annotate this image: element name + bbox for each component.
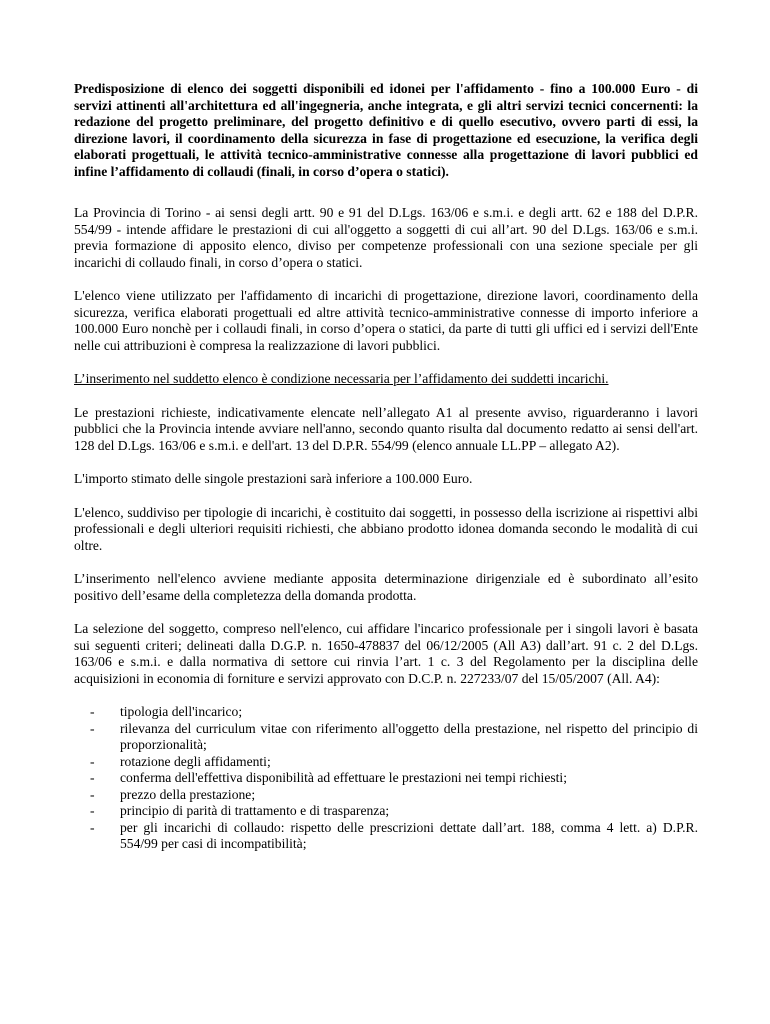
criteria-item bbox=[74, 803, 698, 820]
paragraph-selection: La selezione del soggetto, compreso nell'elenco, cui affidare l'incarico professionale per i singoli lavori è basata sui seguenti criteri; delineati dalla D.G.P. n. 1650-478837 del 06/12/2005 (All A3) dall’art. 91 c. 2 del D.Lgs. 163/06 e s.m.i. e dalla normativa di settore cui rinvia l’art. 1 c. 3 del Regolamento per la disciplina delle acquisizioni in economia di forniture e servizi approvato con D.C.P. n. 227233/07 del 15/05/2007 (All. A4): bbox=[74, 621, 698, 686]
criteria-text: rilevanza del curriculum vitae con riferimento all'oggetto della prestazione, nel rispetto del principio di proporzionalità; bbox=[120, 720, 698, 752]
paragraph-amount: L'importo stimato delle singole prestazioni sarà inferiore a 100.000 Euro. bbox=[74, 471, 473, 486]
paragraph-usage: L'elenco viene utilizzato per l'affidamento di incarichi di progettazione, direzione lavori, coordinamento della sicurezza, verifica elaborati progettuali ed altre attività tecnico-amministrative connesse di importo inferiore a 100.000 Euro nonchè per i collaudi finali, in corso d’opera o statici, da parte di tutti gli uffici ed i servizi dell'Ente nelle cui attribuzioni è compresa la realizzazione di lavori pubblici. bbox=[74, 288, 698, 353]
bullet-dash: - bbox=[90, 819, 95, 835]
bullet-dash: - bbox=[90, 753, 95, 769]
criteria-item bbox=[74, 787, 698, 804]
bullet-dash: - bbox=[90, 720, 95, 736]
document-title: Predisposizione di elenco dei soggetti disponibili ed idonei per l'affidamento - fino a 100.000 Euro - di servizi attinenti all'architettura ed all'ingegneria, anche integrata, e gli altri servizi tecnici concernenti: la redazione del progetto preliminare, del progetto definitivo e di quello esecutivo, ovvero parti di essi, la direzione lavori, il coordinamento della sicurezza in fase di progettazione ed esecuzione, la verifica degli elaborati progettuali, le attività tecnico-amministrative connesse alla progettazione di lavori pubblici ed infine l’affidamento di collaudi (finali, in corso d’opera o statici). bbox=[74, 81, 698, 179]
paragraph-condition: L’inserimento nel suddetto elenco è condizione necessaria per l’affidamento dei suddetti incarichi. bbox=[74, 371, 609, 386]
criteria-item bbox=[74, 754, 698, 771]
criteria-item bbox=[74, 721, 698, 754]
paragraph-intro: La Provincia di Torino - ai sensi degli artt. 90 e 91 del D.Lgs. 163/06 e s.m.i. e degli artt. 62 e 188 del D.P.R. 554/99 - intende affidare le prestazioni di cui all'oggetto a soggetti di cui all’art. 90 del D.Lgs. 163/06 e s.m.i. previa formazione di apposito elenco, diviso per competenze professionali con una sezione speciale per gli incarichi di collaudo finali, in corso d’opera o statici. bbox=[74, 205, 698, 270]
criteria-item bbox=[74, 770, 698, 787]
paragraph-insertion: L’inserimento nell'elenco avviene mediante apposita determinazione dirigenziale ed è subordinato all’esito positivo dell’esame della completezza della domanda prodotta. bbox=[74, 571, 698, 603]
paragraph-list-composition: L'elenco, suddiviso per tipologie di incarichi, è costituito dai soggetti, in possesso della iscrizione ai rispettivi albi professionali e degli ulteriori requisiti richiesti, che abbiano prodotto idonea domanda secondo le modalità di cui oltre. bbox=[74, 504, 698, 553]
criteria-text: principio di parità di trattamento e di trasparenza; bbox=[120, 803, 390, 818]
criteria-text: rotazione degli affidamenti; bbox=[120, 753, 271, 769]
criteria-text: prezzo della prestazione; bbox=[120, 786, 256, 802]
criteria-text: tipologia dell'incarico; bbox=[120, 704, 243, 719]
criteria-item bbox=[74, 704, 698, 721]
paragraph-services: Le prestazioni richieste, indicativamente elencate nell’allegato A1 al presente avviso, riguarderanno i lavori pubblici che la Provincia intende avviare nell'anno, secondo quanto risulta dal documento redatto ai sensi dell'art. 128 del D.Lgs. 163/06 e s.m.i. e dell'art. 13 del D.P.R. 554/99 (elenco annuale LL.PP – allegato A2). bbox=[74, 404, 698, 453]
criteria-list bbox=[74, 704, 698, 853]
criteria-text: per gli incarichi di collaudo: rispetto delle prescrizioni dettate dall’art. 188, comma 4 lett. a) D.P.R. 554/99 per casi di incompatibilità; bbox=[120, 819, 698, 851]
bullet-dash: - bbox=[90, 704, 95, 719]
bullet-dash: - bbox=[90, 786, 95, 802]
bullet-dash: - bbox=[90, 770, 95, 785]
criteria-text: conferma dell'effettiva disponibilità ad effettuare le prestazioni nei tempi richiesti; bbox=[120, 770, 567, 785]
criteria-item bbox=[74, 820, 698, 853]
document-body bbox=[74, 81, 698, 853]
bullet-dash: - bbox=[90, 803, 95, 818]
